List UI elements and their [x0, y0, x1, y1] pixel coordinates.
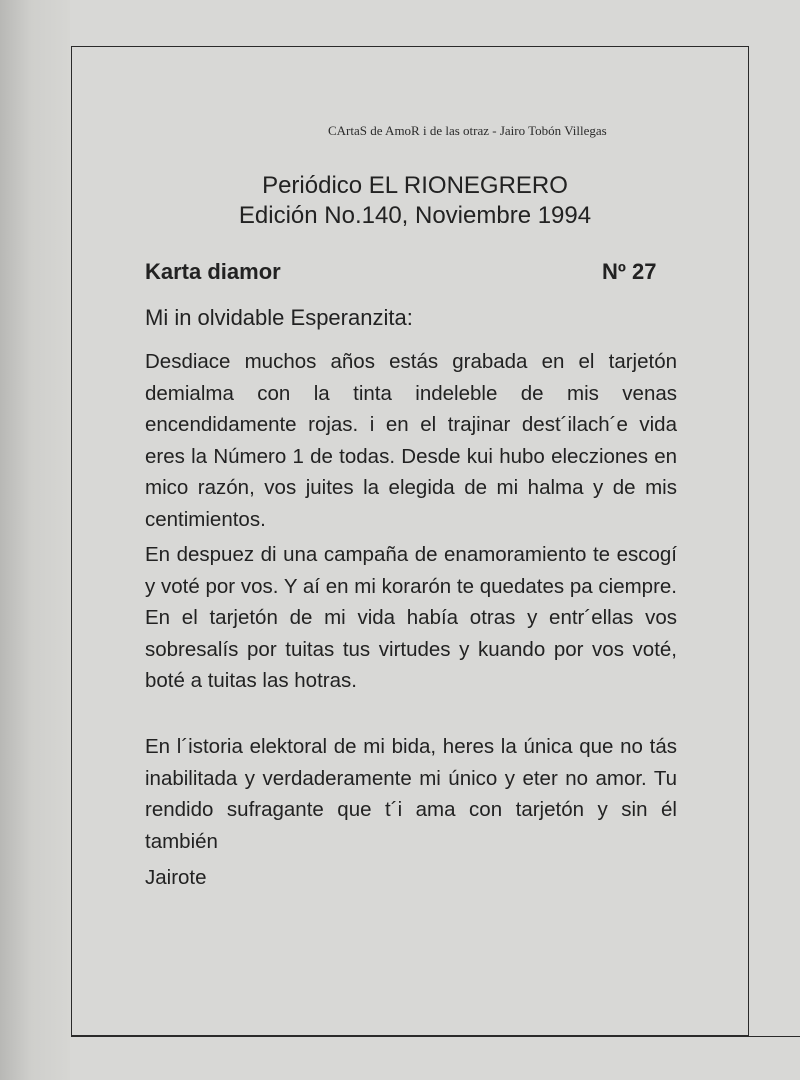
letter-signature: Jairote [145, 866, 207, 889]
book-binding-shadow [0, 0, 70, 1080]
letter-salutation: Mi in olvidable Esperanzita: [145, 305, 413, 330]
running-header: CArtaS de AmoR i de las otraz - Jairo Tobón Villegas [328, 123, 607, 138]
bottom-rule [71, 1036, 800, 1037]
letter-paragraph-3: En l´istoria elektoral de mi bida, heres la única que no tás inabilitada y verdaderamente mi único y eter no amor. Tu rendido sufragante que t´i ama con tarjetón y sin él también [145, 735, 677, 853]
publication-edition: Edición No.140, Noviembre 1994 [238, 202, 592, 229]
letter-paragraph-2: En despuez di una campaña de enamoramiento te escogí y voté por vos. Y aí en mi korarón te quedates pa ciempre. En el tarjetón de mi vida había otras y entr´ellas vos sobresalís por tuitas tus virtudes y kuando por vos voté, boté a tuitas las hotras. [145, 543, 677, 692]
publication-title: Periódico EL RIONEGRERO [262, 172, 568, 199]
letter-paragraph-1: Desdiace muchos años estás grabada en el tarjetón demialma con la tinta indeleble de mis venas encendidamente rojas. i en el trajinar dest´ilach´e vida eres la Número 1 de todas. Desde kui hubo elecziones en mico razón, vos juites la elegida de mi halma y de mis centimientos. [145, 350, 677, 531]
letter-number: Nº 27 [602, 259, 657, 284]
letter-title: Karta diamor [145, 259, 281, 284]
